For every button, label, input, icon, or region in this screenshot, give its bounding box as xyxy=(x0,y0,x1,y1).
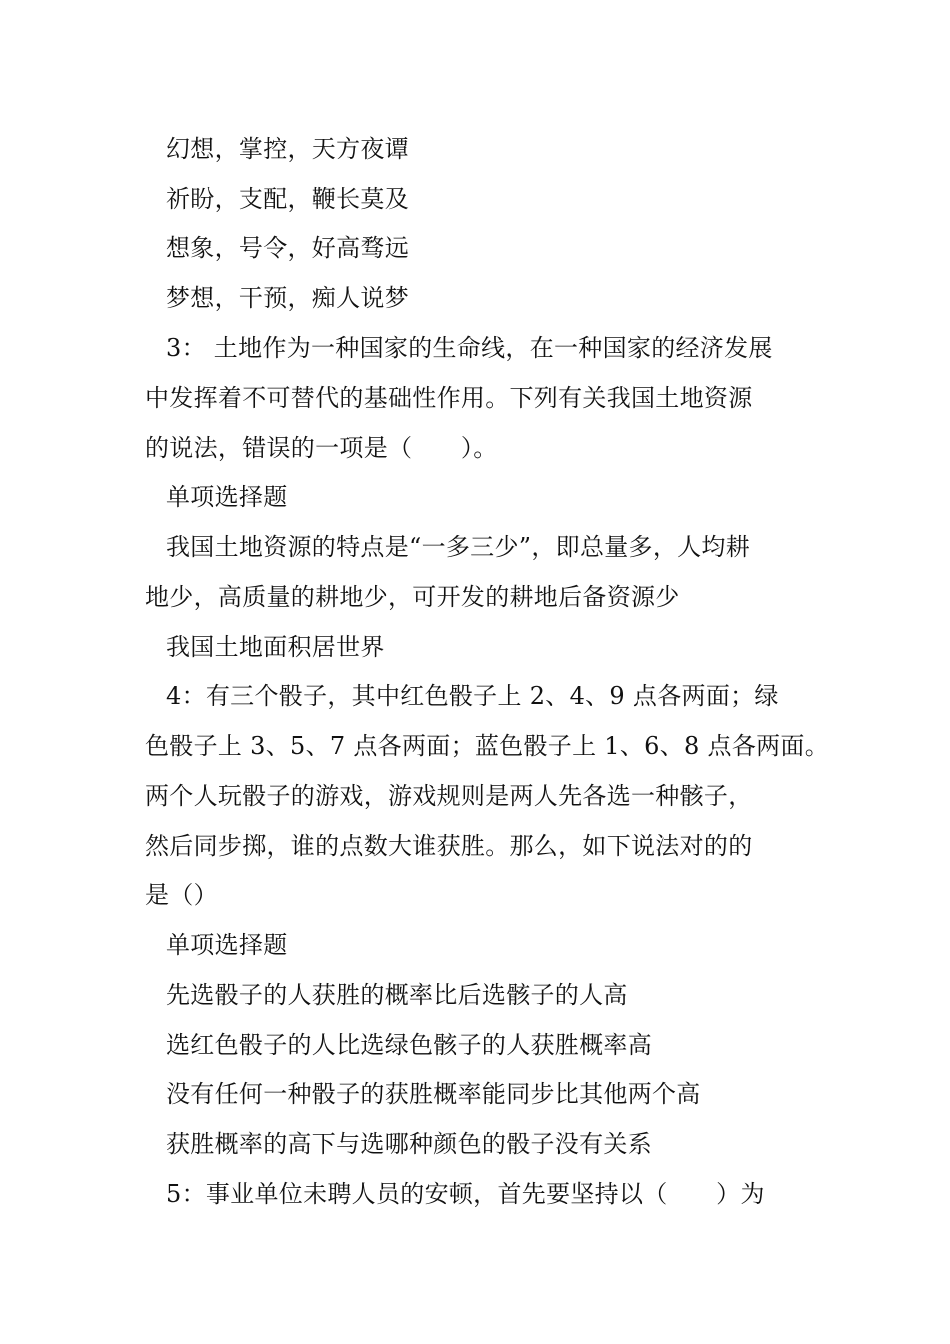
q4-question-type: 单项选择题 xyxy=(166,931,288,959)
q2-option-a: 幻想，掌控，天方夜谭 xyxy=(166,135,409,163)
q4-option-d: 获胜概率的高下与选哪种颜色的骰子没有关系 xyxy=(166,1130,652,1158)
q3-question-type: 单项选择题 xyxy=(166,483,288,511)
q4-stem-line-3: 两个人玩骰子的游戏，游戏规则是两人先各选一种骸子， xyxy=(145,782,753,810)
q3-stem-line-3: 的说法，错误的一项是（ ）。 xyxy=(145,434,498,462)
q3-option-a-line-2: 地少，高质量的耕地少，可开发的耕地后备资源少 xyxy=(145,583,680,611)
q4-stem-line-4: 然后同步掷，谁的点数大谁获胜。那么，如下说法对的的 xyxy=(145,832,753,860)
q2-option-c: 想象，号令，好高骛远 xyxy=(166,234,409,262)
q4-stem-line-5: 是（） xyxy=(145,881,218,909)
q2-option-b: 祈盼，支配，鞭长莫及 xyxy=(166,185,409,213)
q3-option-a-line-1: 我国土地资源的特点是“一多三少”，即总量多，人均耕 xyxy=(166,533,751,561)
q3-stem-line-1: 3： 土地作为一种国家的生命线，在一种国家的经济发展 xyxy=(166,334,773,362)
q4-option-a: 先选骰子的人获胜的概率比后选骸子的人高 xyxy=(166,981,628,1009)
q4-stem-line-2: 色骰子上 3、5、7 点各两面；蓝色骰子上 1、6、8 点各两面。 xyxy=(145,732,830,760)
q3-stem-line-2: 中发挥着不可替代的基础性作用。下列有关我国土地资源 xyxy=(145,384,753,412)
q2-option-d: 梦想，干预，痴人说梦 xyxy=(166,284,409,312)
q4-option-b: 选红色骰子的人比选绿色骸子的人获胜概率高 xyxy=(166,1031,652,1059)
q3-option-b: 我国土地面积居世界 xyxy=(166,633,385,661)
q5-stem-line-1: 5：事业单位未聘人员的安顿，首先要坚持以（ ）为 xyxy=(166,1180,765,1208)
q4-option-c: 没有任何一种骰子的获胜概率能同步比其他两个高 xyxy=(166,1080,701,1108)
q4-stem-line-1: 4：有三个骰子，其中红色骰子上 2、4、9 点各两面；绿 xyxy=(166,682,779,710)
